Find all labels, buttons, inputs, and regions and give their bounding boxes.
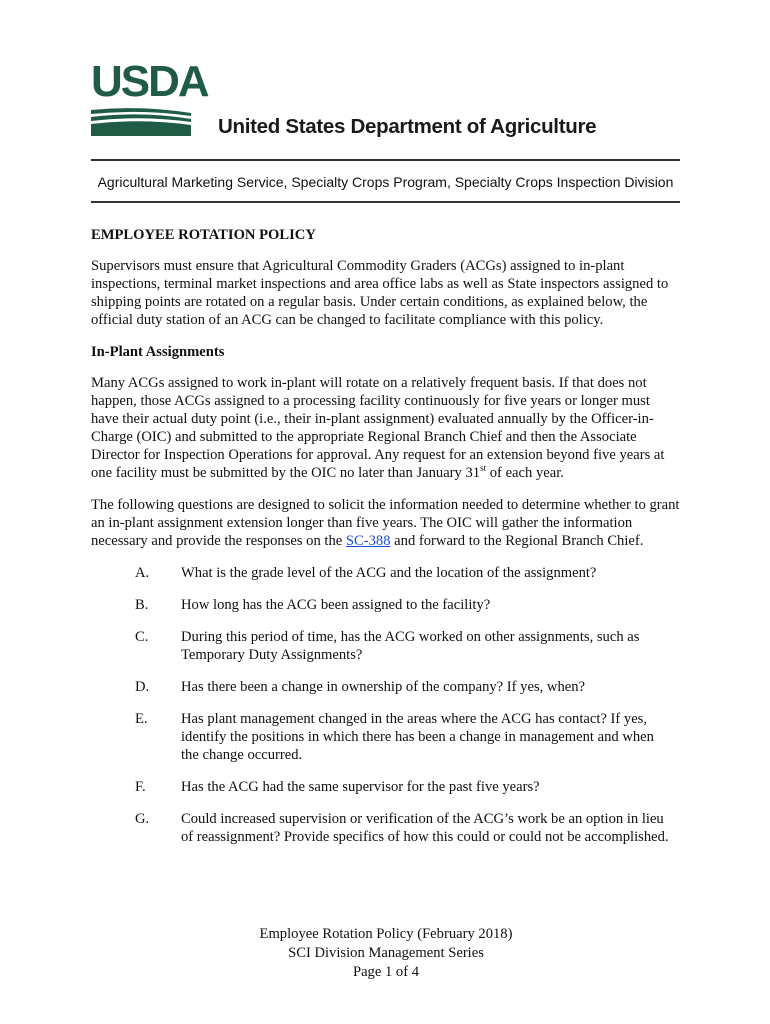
header-bottom-rule [91,201,680,203]
question-letter: A. [135,565,150,581]
question-letter: B. [135,597,149,613]
usda-logo-field-graphic [91,108,191,136]
usda-logo [91,57,208,136]
sc-388-link[interactable]: SC-388 [345,533,391,549]
intro-paragraph: Supervisors must ensure that Agricultural Commodity Graders (ACGs) assigned to in-plant inspections, terminal market inspections and area office labs as well as State inspectors assigned to shipping points are rotated on a regular basis. Under certain conditions, as explained below, the official duty station of an ACG can be changed to facilitate compliance with this policy. [91,258,669,328]
document-body [91,226,681,860]
questions-intro-end: and forward to the Regional Branch Chief. [390,533,644,549]
question-letter: E. [135,711,148,727]
question-text: Has there been a change in ownership of the company? If yes, when? [181,679,586,695]
header-top-rule [91,159,680,161]
question-item [91,628,681,664]
footer-document-name: Employee Rotation Policy (February 2018) [259,926,513,942]
question-text: How long has the ACG been assigned to the facility? [181,597,491,613]
footer-page-number: Page 1 of 4 [352,964,420,980]
in-plant-paragraph [91,374,681,482]
question-letter: G. [135,811,150,827]
agency-name: United States Department of Agriculture [218,115,597,138]
question-item [91,678,681,696]
question-item [91,564,681,582]
question-item [91,710,681,764]
question-letter: D. [135,679,150,695]
question-text: What is the grade level of the ACG and the location of the assignment? [181,565,597,581]
document-title: EMPLOYEE ROTATION POLICY [91,227,316,243]
questions-intro-text: The following questions are designed to solicit the information needed to determine whether to grant an in-plant assignment extension longer than five years. The OIC will gather the information necessary and provide the responses on the [91,497,680,549]
question-text: During this period of time, has the ACG worked on other assignments, such as Temporary Duty Assignments? [181,629,640,663]
section-heading: In-Plant Assignments [91,344,225,360]
question-item [91,810,681,846]
question-list [91,564,681,846]
question-item [91,778,681,796]
division-line: Agricultural Marketing Service, Specialty Crops Program, Specialty Crops Inspection Division [97,174,674,190]
question-text: Has plant management changed in the areas where the ACG has contact? If yes, identify the positions in which there has been a change in management and when the change occurred. [181,711,654,763]
in-plant-paragraph-end: of each year. [486,465,564,481]
question-letter: C. [135,629,149,645]
footer-series-name: SCI Division Management Series [288,945,484,961]
question-item [91,596,681,614]
questions-intro-paragraph [91,496,681,550]
question-text: Has the ACG had the same supervisor for the past five years? [181,779,540,795]
ordinal-superscript: st [480,463,487,474]
question-text: Could increased supervision or verification of the ACG’s work be an option in lieu of reassignment? Provide specifics of how this could or could not be accomplished. [181,811,669,845]
question-letter: F. [135,779,146,795]
usda-logo-text: USDA [91,57,208,106]
page-footer [91,925,681,982]
in-plant-paragraph-text: Many ACGs assigned to work in-plant will rotate on a relatively frequent basis. If that does not happen, those ACGs assigned to a processing facility continuously for five years or longer must have their actual duty point (i.e., their in-plant assignment) evaluated annually by the Officer-in-Charge (OIC) and submitted to the appropriate Regional Branch Chief and then the Associate Director for Inspection Operations for approval. Any request for an extension beyond five years at one facility must be submitted by the OIC no later than January 31 [91,375,665,481]
